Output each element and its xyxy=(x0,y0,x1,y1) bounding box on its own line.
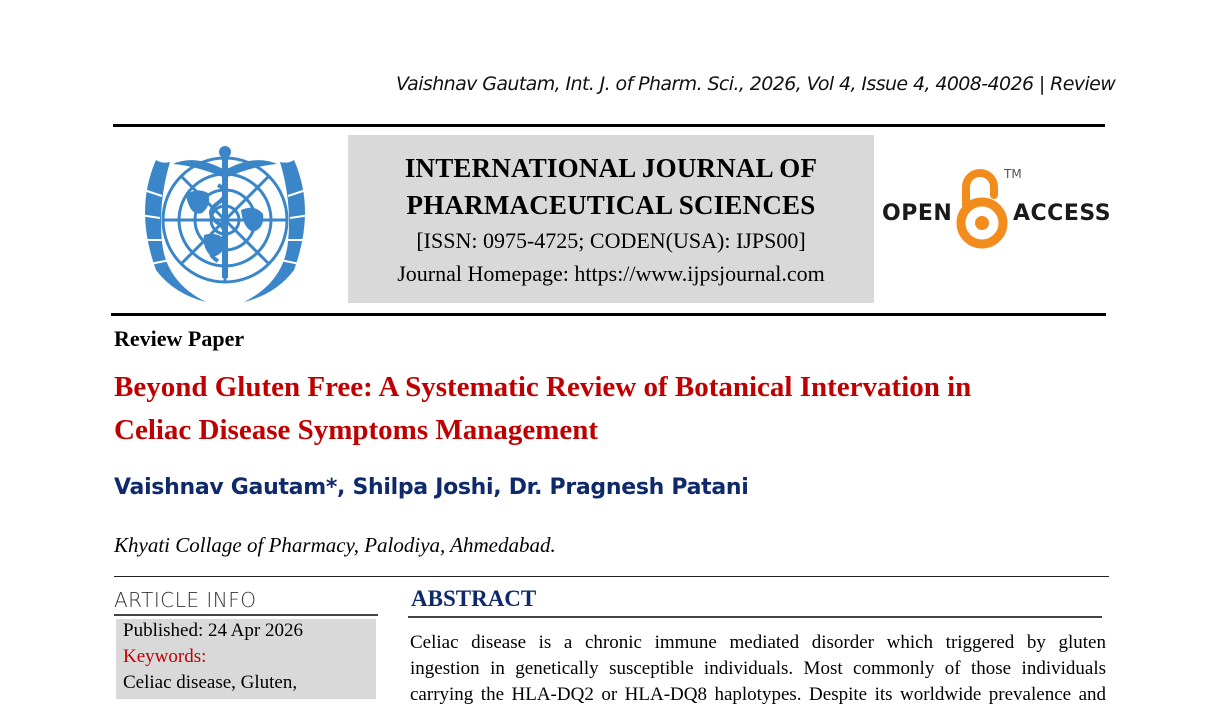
journal-title-line2: PHARMACEUTICAL SCIENCES xyxy=(406,190,816,220)
paper-type-label: Review Paper xyxy=(114,326,245,351)
open-access-label-open: OPEN xyxy=(882,201,953,226)
journal-title-line1: INTERNATIONAL JOURNAL OF xyxy=(404,153,818,183)
paper-title-line1: Beyond Gluten Free: A Systematic Review of Botanical Intervation in xyxy=(114,371,972,403)
author-list: Vaishnav Gautam*, Shilpa Joshi, Dr. Pragnesh Patani xyxy=(114,475,749,500)
article-info-heading: ARTICLE INFO xyxy=(114,588,257,612)
affiliation: Khyati Collage of Pharmacy, Palodiya, Ahmedabad. xyxy=(114,533,556,557)
journal-logo xyxy=(126,140,324,306)
header-top-rule xyxy=(113,124,1105,127)
article-info-box xyxy=(116,619,376,699)
abstract-divider xyxy=(408,616,1102,618)
published-date: Published: 24 Apr 2026 xyxy=(123,620,303,641)
un-caduceus-emblem-icon xyxy=(126,140,324,306)
paper-title-line2: Celiac Disease Symptoms Management xyxy=(114,414,599,446)
keywords-list: Celiac disease, Gluten, xyxy=(123,672,298,693)
abstract-body xyxy=(410,630,1106,708)
abstract-line: Celiac disease is a chronic immune mediated disorder which triggered by gluten xyxy=(410,632,1106,653)
abstract-line: ingestion in genetically susceptible individuals. Most commonly of those individuals xyxy=(410,658,1106,679)
abstract-heading: ABSTRACT xyxy=(411,586,537,611)
journal-masthead xyxy=(348,135,874,303)
trademark-mark: TM xyxy=(1004,167,1022,181)
header-bottom-rule xyxy=(111,313,1106,316)
journal-issn: [ISSN: 0975-4725; CODEN(USA): IJPS00] xyxy=(416,228,806,253)
paper-title xyxy=(114,366,1114,452)
affiliation-divider xyxy=(114,576,1109,577)
journal-homepage[interactable]: Journal Homepage: https://www.ijpsjournal.com xyxy=(397,261,825,286)
keywords-label: Keywords: xyxy=(123,646,207,667)
open-access-label-access: ACCESS xyxy=(1013,201,1112,226)
open-lock-icon xyxy=(956,165,1008,251)
open-access-badge xyxy=(880,165,1110,255)
abstract-line: carrying the HLA-DQ2 or HLA-DQ8 haplotypes. Despite its worldwide prevalence and xyxy=(410,684,1106,705)
article-info-divider xyxy=(114,614,378,616)
running-header: Vaishnav Gautam, Int. J. of Pharm. Sci., 2026, Vol 4, Issue 4, 4008-4026 | Review xyxy=(396,73,1116,95)
